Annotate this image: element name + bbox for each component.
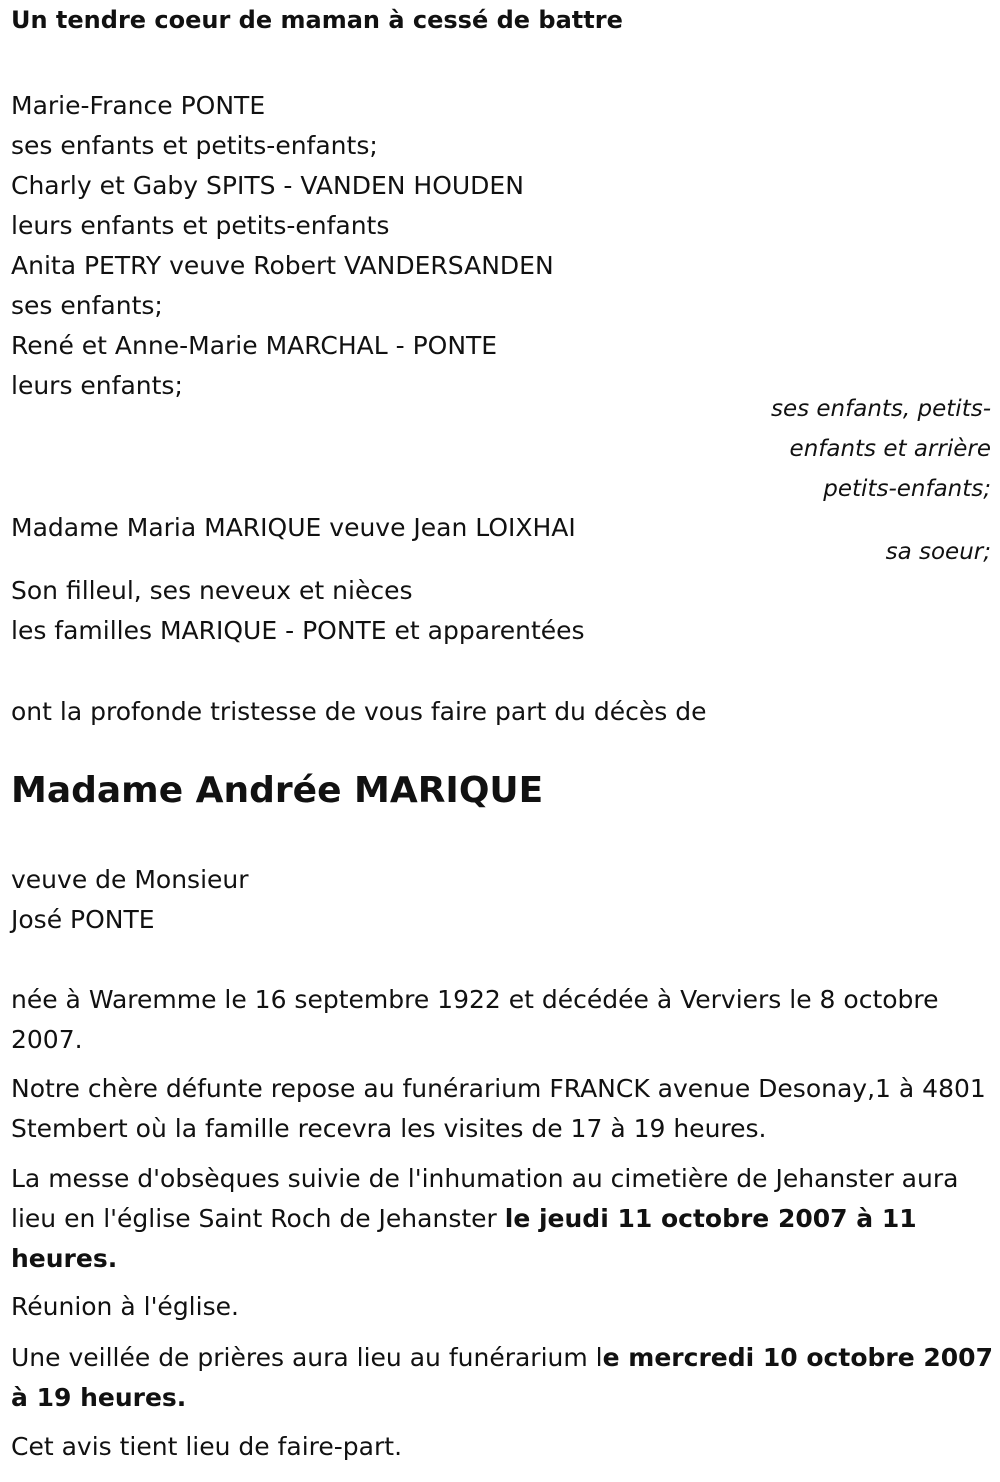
vigil-date: e mercredi 10 octobre 2007 à 19 heures. [11,1343,993,1412]
right-note-children [771,389,991,509]
family-line: ses enfants; [11,291,163,320]
family-line: René et Anne-Marie MARCHAL - PONTE [11,331,498,360]
funeral-paragraph [11,1159,996,1279]
vigil-paragraph [11,1338,996,1418]
family-list [11,86,554,406]
extended-family [11,571,585,651]
extended-line: les familles MARIQUE - PONTE et apparentées [11,616,585,645]
meeting-paragraph: Réunion à l'église. [11,1292,239,1321]
right-note-sister: sa soeur; [885,539,991,565]
widow-line: veuve de Monsieur [11,865,249,894]
deceased-name: Madame Andrée MARIQUE [11,770,544,811]
rest-place-paragraph: Notre chère défunte repose au funérarium FRANCK avenue Desonay,1 à 4801 Stembert où la famille recevra les visites de 17 à 19 heures. [11,1074,986,1143]
widow-line: José PONTE [11,905,155,934]
right-note-line: ses enfants, petits- [770,396,991,422]
closing-paragraph: Cet avis tient lieu de faire-part. [11,1432,403,1461]
widow-of [11,860,249,940]
family-line: ses enfants et petits-enfants; [11,131,378,160]
sister-line: Madame Maria MARIQUE veuve Jean LOIXHAI [11,513,576,542]
family-line: Anita PETRY veuve Robert VANDERSANDEN [11,251,554,280]
family-line: leurs enfants; [11,371,183,400]
vigil-text: Une veillée de prières aura lieu au funérarium l [11,1343,603,1372]
heading: Un tendre coeur de maman à cessé de battre [11,6,623,34]
funeral-text: La messe d'obsèques suivie de l'inhumation au cimetière de Jehanster aura lieu en l'église Saint Roch de Jehanster [11,1164,959,1233]
birth-death-paragraph: née à Waremme le 16 septembre 1922 et décédée à Verviers le 8 octobre 2007. [11,985,939,1054]
right-note-line: petits-enfants; [823,476,991,502]
family-line: leurs enfants et petits-enfants [11,211,390,240]
family-line: Charly et Gaby SPITS - VANDEN HOUDEN [11,171,524,200]
extended-line: Son filleul, ses neveux et nièces [11,576,413,605]
right-note-line: enfants et arrière [789,436,991,462]
announcement: ont la profonde tristesse de vous faire part du décès de [11,697,707,726]
family-line: Marie-France PONTE [11,91,266,120]
funeral-date: le jeudi 11 octobre 2007 à 11 heures. [11,1204,917,1273]
